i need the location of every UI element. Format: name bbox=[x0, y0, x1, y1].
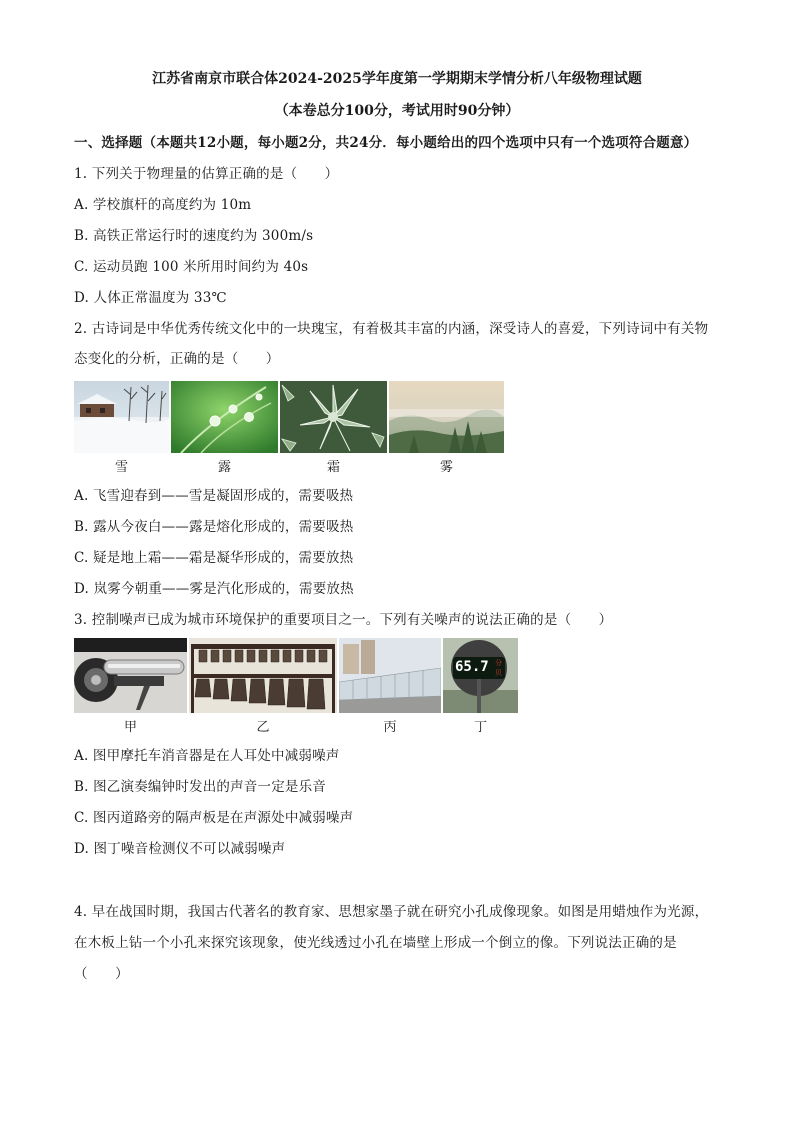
section-heading: 一、选择题（本题共12小题，每小题2分，共24分．每小题给出的四个选项中只有一个选项符合题意） bbox=[74, 135, 698, 151]
q2-option-d: D. 岚雾今朝重——雾是汽化形成的，需要放热 bbox=[74, 581, 354, 597]
q1-stem: 1. 下列关于物理量的估算正确的是（ ） bbox=[74, 166, 339, 182]
q3-stem: 3. 控制噪声已成为城市环境保护的重要项目之一。下列有关噪声的说法正确的是（ ） bbox=[74, 612, 613, 628]
sound-barrier-photo bbox=[339, 638, 441, 713]
noise-meter-reading: 65.7 bbox=[455, 659, 489, 675]
q3-image-row bbox=[74, 638, 520, 713]
fog-photo bbox=[389, 381, 504, 453]
exam-title: 江苏省南京市联合体2024-2025学年度第一学期期末学情分析八年级物理试题 bbox=[152, 71, 642, 87]
q2-option-a: A. 飞雪迎春到——雪是凝固形成的，需要吸热 bbox=[74, 488, 354, 504]
caption-frost: 霜 bbox=[326, 460, 340, 475]
caption-dew: 露 bbox=[217, 460, 231, 475]
noise-meter-photo bbox=[443, 638, 518, 713]
q1-option-a: A. 学校旗杆的高度约为 10m bbox=[74, 197, 252, 213]
q4-stem-line1: 4. 早在战国时期，我国古代著名的教育家、思想家墨子就在研究小孔成像现象。如图是用蜡烛作为光源， bbox=[74, 904, 709, 920]
exam-subtitle: （本卷总分100分，考试用时90分钟） bbox=[274, 103, 520, 119]
snow-photo bbox=[74, 381, 169, 453]
q4-stem-line2: 在木板上钻一个小孔来探究该现象，使光线透过小孔在墙壁上形成一个倒立的像。下列说法正确的是 bbox=[74, 935, 677, 951]
q1-option-d: D. 人体正常温度为 33℃ bbox=[74, 290, 227, 306]
q3-option-b: B. 图乙演奏编钟时发出的声音一定是乐音 bbox=[74, 779, 327, 795]
caption-ding: 丁 bbox=[473, 720, 487, 735]
caption-bing: 丙 bbox=[383, 720, 397, 735]
q4-stem-line3: （ ） bbox=[74, 966, 129, 982]
q2-option-c: C. 疑是地上霜——霜是凝华形成的，需要放热 bbox=[74, 550, 354, 566]
q2-option-b: B. 露从今夜白——露是熔化形成的，需要吸热 bbox=[74, 519, 354, 535]
q1-option-c: C. 运动员跑 100 米所用时间约为 40s bbox=[74, 259, 309, 275]
dew-photo bbox=[171, 381, 278, 453]
noise-meter-unit-bottom: 贝 bbox=[495, 669, 502, 677]
q1-option-b: B. 高铁正常运行时的速度约为 300m/s bbox=[74, 228, 314, 244]
q2-stem-line2: 态变化的分析，正确的是（ ） bbox=[74, 351, 280, 367]
motorcycle-muffler-photo bbox=[74, 638, 187, 713]
caption-fog: 雾 bbox=[439, 460, 453, 475]
chime-bells-photo bbox=[189, 638, 337, 713]
q3-option-d: D. 图丁噪音检测仪不可以减弱噪声 bbox=[74, 841, 286, 857]
noise-meter-unit-top: 分 bbox=[495, 659, 502, 667]
q3-option-c: C. 图丙道路旁的隔声板是在声源处中减弱噪声 bbox=[74, 810, 354, 826]
q2-stem-line1: 2. 古诗词是中华优秀传统文化中的一块瑰宝，有着极其丰富的内涵，深受诗人的喜爱，下列诗词中有关物 bbox=[74, 321, 709, 337]
frost-photo bbox=[280, 381, 387, 453]
caption-yi: 乙 bbox=[256, 720, 270, 735]
caption-jia: 甲 bbox=[123, 720, 137, 735]
q2-image-row bbox=[74, 381, 506, 453]
caption-snow: 雪 bbox=[114, 460, 128, 475]
q3-option-a: A. 图甲摩托车消音器是在人耳处中减弱噪声 bbox=[74, 748, 340, 764]
